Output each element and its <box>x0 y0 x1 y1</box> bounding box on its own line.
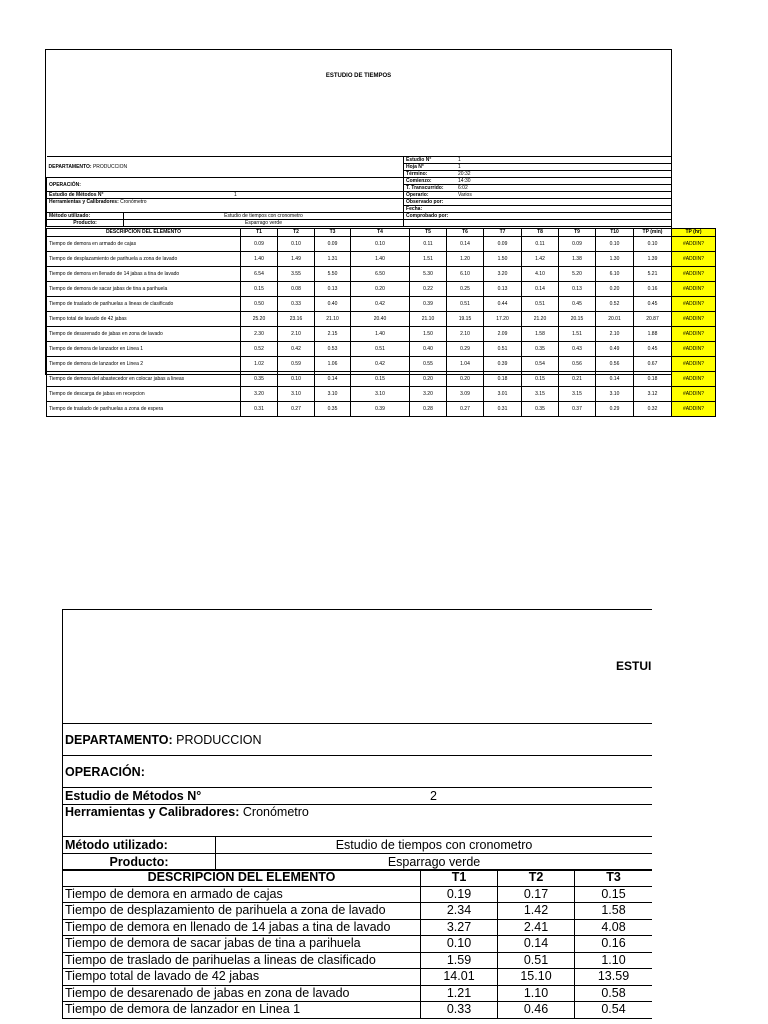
time-cell: 0.54 <box>522 357 559 372</box>
time-cell: 15.10 <box>498 969 575 986</box>
time-cell: 0.09 <box>559 237 596 252</box>
table-row <box>63 886 653 903</box>
time-cell: 20.15 <box>559 312 596 327</box>
time-cell: 0.22 <box>410 282 447 297</box>
sheet1-operacion-cell: OPERACIÓN: <box>47 178 404 192</box>
time-cell: 0.27 <box>278 402 315 417</box>
time-cell: 23.16 <box>278 312 315 327</box>
time-cell: 0.39 <box>484 357 522 372</box>
table-row <box>63 903 653 920</box>
time-cell: 0.55 <box>410 357 447 372</box>
tp-hr-cell: #ADDIN? <box>672 372 716 387</box>
time-cell: 1.31 <box>315 252 351 267</box>
sheet2-col-header: T2 <box>498 870 575 887</box>
tp-hr-cell: #ADDIN? <box>672 297 716 312</box>
tp-hr-cell: #ADDIN? <box>672 312 716 327</box>
table-row <box>63 1002 653 1019</box>
time-cell: 0.14 <box>498 936 575 953</box>
time-cell: 0.10 <box>421 936 498 953</box>
time-cell: 5.30 <box>410 267 447 282</box>
time-cell: 5.21 <box>634 267 672 282</box>
time-cell: 0.11 <box>522 237 559 252</box>
time-cell: 0.45 <box>559 297 596 312</box>
time-cell: 0.15 <box>351 372 410 387</box>
time-cell: 1.51 <box>559 327 596 342</box>
sheet2-producto-label: Producto: <box>63 854 216 871</box>
time-cell: 0.51 <box>498 952 575 969</box>
row-description: Tiempo de traslado de parihuelas a lineas de clasificado <box>63 952 421 969</box>
row-description: Tiempo total de lavado de 42 jabas <box>47 312 241 327</box>
time-cell: 21.10 <box>410 312 447 327</box>
time-cell: 2.34 <box>421 903 498 920</box>
time-cell: 0.20 <box>447 372 484 387</box>
time-cell: 19.15 <box>447 312 484 327</box>
time-cell: 0.43 <box>559 342 596 357</box>
time-cell: 0.20 <box>351 282 410 297</box>
tp-hr-cell: #ADDIN? <box>672 267 716 282</box>
time-cell: 1.49 <box>278 252 315 267</box>
tp-hr-cell: #ADDIN? <box>672 357 716 372</box>
time-cell: 6.54 <box>241 267 278 282</box>
time-cell: 0.13 <box>315 282 351 297</box>
time-cell: 1.88 <box>634 327 672 342</box>
time-cell: 0.10 <box>634 237 672 252</box>
tp-hr-cell: #ADDIN? <box>672 327 716 342</box>
sheet1-col-header: TP (min) <box>634 229 672 237</box>
row-description: Tiempo de traslado de parihuelas a zona de espera <box>47 402 241 417</box>
time-cell: 0.27 <box>447 402 484 417</box>
time-cell: 0.56 <box>559 357 596 372</box>
row-description: Tiempo de demora en llenado de 14 jabas a tina de lavado <box>63 919 421 936</box>
time-cell: 3.15 <box>559 387 596 402</box>
time-cell: 0.21 <box>559 372 596 387</box>
table-row <box>47 237 716 252</box>
row-description: Tiempo de demora de sacar jabas de tina a parihuela <box>63 936 421 953</box>
time-cell: 0.15 <box>522 372 559 387</box>
row-description: Tiempo de descarga de jabas en recepcion <box>47 387 241 402</box>
sheet2-producto-value: Esparrago verde <box>216 854 653 871</box>
time-cell: 20.87 <box>634 312 672 327</box>
time-cell: 0.19 <box>421 886 498 903</box>
row-description: Tiempo de demora en llenado de 14 jabas a tina de lavado <box>47 267 241 282</box>
time-cell: 0.39 <box>351 402 410 417</box>
table-row <box>47 357 716 372</box>
table-row <box>63 969 653 986</box>
sheet1-herramientas-cell: Herramientas y Calibradores: Cronómetro <box>47 199 404 213</box>
row-description: Tiempo de demora del abastecedor en colocar jabas a lineas <box>47 372 241 387</box>
row-description: Tiempo de traslado de parihuelas a lineas de clasificado <box>47 297 241 312</box>
time-cell: 0.53 <box>315 342 351 357</box>
time-cell: 0.45 <box>634 297 672 312</box>
row-description: Tiempo de demora en armado de cajas <box>63 886 421 903</box>
time-cell: 0.08 <box>278 282 315 297</box>
row-description: Tiempo de demora de lanzador en Linea 1 <box>63 1002 421 1019</box>
table-row <box>63 936 653 953</box>
time-cell: 1.20 <box>447 252 484 267</box>
time-cell: 3.20 <box>410 387 447 402</box>
time-cell: 3.09 <box>447 387 484 402</box>
time-cell: 0.13 <box>559 282 596 297</box>
time-cell: 0.09 <box>315 237 351 252</box>
time-cell: 0.11 <box>410 237 447 252</box>
time-cell: 6.10 <box>596 267 634 282</box>
time-cell: 0.14 <box>447 237 484 252</box>
table-row <box>47 267 716 282</box>
time-cell: 0.20 <box>410 372 447 387</box>
time-cell: 0.10 <box>278 372 315 387</box>
time-cell: 0.35 <box>522 402 559 417</box>
sheet1-departamento-cell: DEPARTAMENTO: PRODUCCION <box>47 157 404 178</box>
time-cell: 0.56 <box>596 357 634 372</box>
time-cell: 3.12 <box>634 387 672 402</box>
time-cell: 1.40 <box>351 252 410 267</box>
time-cell: 1.59 <box>421 952 498 969</box>
time-cell: 1.21 <box>421 985 498 1002</box>
time-study-sheet-2 <box>62 609 652 1024</box>
time-cell: 21.20 <box>522 312 559 327</box>
time-cell: 20.01 <box>596 312 634 327</box>
time-cell: 1.39 <box>634 252 672 267</box>
time-cell: 0.42 <box>351 297 410 312</box>
time-cell: 1.58 <box>575 903 653 920</box>
time-cell: 0.33 <box>278 297 315 312</box>
time-cell: 2.10 <box>278 327 315 342</box>
time-cell: 1.51 <box>410 252 447 267</box>
time-cell: 0.59 <box>278 357 315 372</box>
table-row <box>47 342 716 357</box>
table-row <box>47 372 716 387</box>
table-row <box>47 297 716 312</box>
sheet1-col-header: T9 <box>559 229 596 237</box>
sheet1-col-header: T4 <box>351 229 410 237</box>
time-cell: 0.29 <box>596 402 634 417</box>
table-row <box>47 282 716 297</box>
time-cell: 1.42 <box>522 252 559 267</box>
time-cell: 0.35 <box>241 372 278 387</box>
row-description: Tiempo de desarenado de jabas en zona de lavado <box>63 985 421 1002</box>
time-cell: 2.09 <box>484 327 522 342</box>
sheet2-times-table <box>62 869 652 1019</box>
row-description: Tiempo de demora de lanzador en Linea 1 <box>47 342 241 357</box>
table-row <box>47 312 716 327</box>
tp-hr-cell: #ADDIN? <box>672 387 716 402</box>
time-cell: 1.50 <box>410 327 447 342</box>
time-cell: 3.01 <box>484 387 522 402</box>
time-cell: 1.10 <box>575 952 653 969</box>
time-cell: 0.14 <box>596 372 634 387</box>
sheet1-producto-value: Esparrago verde <box>124 220 404 227</box>
time-cell: 0.37 <box>559 402 596 417</box>
time-cell: 5.50 <box>315 267 351 282</box>
time-cell: 1.10 <box>498 985 575 1002</box>
time-cell: 4.08 <box>575 919 653 936</box>
sheet1-metodo-value: Estudio de tiempos con cronometro <box>124 213 404 220</box>
sheet1-estudio-metodos-cell: Estudio de Métodos N° 1 <box>47 192 404 199</box>
sheet2-operacion-cell: OPERACIÓN: <box>63 756 653 788</box>
time-cell: 0.13 <box>484 282 522 297</box>
row-description: Tiempo de demora de sacar jabas de tina a parihuela <box>47 282 241 297</box>
time-cell: 14.01 <box>421 969 498 986</box>
row-description: Tiempo de desplazamiento de parihuela a zona de lavado <box>47 252 241 267</box>
time-cell: 0.51 <box>484 342 522 357</box>
time-cell: 0.39 <box>410 297 447 312</box>
sheet1-title: ESTUDIO DE TIEMPOS <box>325 73 392 79</box>
time-cell: 0.35 <box>315 402 351 417</box>
sheet2-col-header: T1 <box>421 870 498 887</box>
sheet1-right-row: Estudio N° 1 <box>404 157 672 164</box>
time-cell: 0.18 <box>634 372 672 387</box>
time-cell: 0.67 <box>634 357 672 372</box>
time-cell: 0.09 <box>241 237 278 252</box>
time-cell: 0.16 <box>575 936 653 953</box>
sheet1-col-header: T6 <box>447 229 484 237</box>
time-cell: 0.51 <box>447 297 484 312</box>
table-row <box>47 327 716 342</box>
sheet1-producto-label: Producto: <box>47 220 124 227</box>
time-cell: 0.10 <box>278 237 315 252</box>
time-cell: 20.40 <box>351 312 410 327</box>
time-cell: 1.42 <box>498 903 575 920</box>
time-cell: 1.06 <box>315 357 351 372</box>
sheet2-herramientas-cell: Herramientas y Calibradores: Cronómetro <box>63 805 653 837</box>
sheet1-col-header: DESCRIPCION DEL ELEMENTO <box>47 229 241 237</box>
time-cell: 0.52 <box>596 297 634 312</box>
table-row <box>63 952 653 969</box>
time-cell: 6.50 <box>351 267 410 282</box>
sheet2-col-header: T3 <box>575 870 653 887</box>
time-cell: 0.17 <box>498 886 575 903</box>
sheet1-col-header: T2 <box>278 229 315 237</box>
time-cell: 4.10 <box>522 267 559 282</box>
time-cell: 1.58 <box>522 327 559 342</box>
time-cell: 0.09 <box>484 237 522 252</box>
time-cell: 0.31 <box>241 402 278 417</box>
time-cell: 1.38 <box>559 252 596 267</box>
sheet2-departamento-cell: DEPARTAMENTO: PRODUCCION <box>63 724 653 756</box>
time-cell: 0.15 <box>575 886 653 903</box>
sheet1-header-table: DEPARTAMENTO: PRODUCCION Estudio N° 1 Hoja N° 1 Término: 20:32 OPERACIÓN: Comienzo: 14:30 T. Transcurrido: 6:02 Estudio de Métodos N° 1 Operario: Varios Herramientas y Calibradores: Cronómetro Observado por: Fecha: Método utilizado: Estudio de tiempos con cronometro Comprobado por: Producto: Esparrago verde <box>46 156 672 227</box>
table-row <box>47 402 716 417</box>
sheet1-col-header: T10 <box>596 229 634 237</box>
time-cell: 1.50 <box>484 252 522 267</box>
time-cell: 0.29 <box>447 342 484 357</box>
sheet1-col-header: TP (hr) <box>672 229 716 237</box>
time-cell: 2.30 <box>241 327 278 342</box>
row-description: Tiempo de demora en armado de cajas <box>47 237 241 252</box>
table-row <box>63 919 653 936</box>
tp-hr-cell: #ADDIN? <box>672 237 716 252</box>
time-cell: 0.28 <box>410 402 447 417</box>
row-description: Tiempo de desplazamiento de parihuela a zona de lavado <box>63 903 421 920</box>
tp-hr-cell: #ADDIN? <box>672 252 716 267</box>
time-cell: 0.32 <box>634 402 672 417</box>
time-cell: 0.49 <box>596 342 634 357</box>
time-cell: 0.42 <box>278 342 315 357</box>
sheet2-col-header: DESCRIPCION DEL ELEMENTO <box>63 870 421 887</box>
time-study-sheet-1 <box>45 49 705 412</box>
sheet1-col-header: T5 <box>410 229 447 237</box>
sheet2-header-table <box>62 723 652 871</box>
sheet2-metodo-value: Estudio de tiempos con cronometro <box>216 837 653 854</box>
time-cell: 25.20 <box>241 312 278 327</box>
tp-hr-cell: #ADDIN? <box>672 282 716 297</box>
time-cell: 0.52 <box>241 342 278 357</box>
time-cell: 0.58 <box>575 985 653 1002</box>
time-cell: 1.04 <box>447 357 484 372</box>
sheet1-col-header: T7 <box>484 229 522 237</box>
time-cell: 3.10 <box>315 387 351 402</box>
row-description: Tiempo de desarenado de jabas en zona de lavado <box>47 327 241 342</box>
time-cell: 0.25 <box>447 282 484 297</box>
time-cell: 0.40 <box>315 297 351 312</box>
time-cell: 1.40 <box>241 252 278 267</box>
time-cell: 0.44 <box>484 297 522 312</box>
time-cell: 2.10 <box>596 327 634 342</box>
time-cell: 3.20 <box>484 267 522 282</box>
table-row <box>47 252 716 267</box>
sheet2-title-frame <box>62 609 652 723</box>
time-cell: 3.20 <box>241 387 278 402</box>
row-description: Tiempo de demora de lanzador en Linea 2 <box>47 357 241 372</box>
sheet1-metodo-label: Método utilizado: <box>47 213 124 220</box>
time-cell: 0.40 <box>410 342 447 357</box>
sheet1-col-header: T1 <box>241 229 278 237</box>
sheet2-metodo-label: Método utilizado: <box>63 837 216 854</box>
sheet1-times-table <box>46 228 716 417</box>
tp-hr-cell: #ADDIN? <box>672 342 716 357</box>
time-cell: 0.35 <box>522 342 559 357</box>
time-cell: 0.51 <box>522 297 559 312</box>
time-cell: 17.20 <box>484 312 522 327</box>
time-cell: 6.10 <box>447 267 484 282</box>
table-row <box>63 985 653 1002</box>
time-cell: 21.10 <box>315 312 351 327</box>
tp-hr-cell: #ADDIN? <box>672 402 716 417</box>
time-cell: 0.14 <box>522 282 559 297</box>
time-cell: 0.46 <box>498 1002 575 1019</box>
time-cell: 0.15 <box>241 282 278 297</box>
time-cell: 1.02 <box>241 357 278 372</box>
sheet1-col-header: T8 <box>522 229 559 237</box>
time-cell: 3.10 <box>351 387 410 402</box>
time-cell: 0.51 <box>351 342 410 357</box>
time-cell: 3.55 <box>278 267 315 282</box>
time-cell: 0.54 <box>575 1002 653 1019</box>
time-cell: 0.50 <box>241 297 278 312</box>
sheet2-title: ESTUI <box>616 659 652 673</box>
time-cell: 0.31 <box>484 402 522 417</box>
time-cell: 3.27 <box>421 919 498 936</box>
sheet2-estudio-metodos-cell: Estudio de Métodos N° 2 <box>63 788 653 805</box>
time-cell: 0.10 <box>351 237 410 252</box>
time-cell: 0.42 <box>351 357 410 372</box>
time-cell: 0.18 <box>484 372 522 387</box>
time-cell: 5.20 <box>559 267 596 282</box>
time-cell: 2.10 <box>447 327 484 342</box>
time-cell: 0.10 <box>596 237 634 252</box>
time-cell: 13.59 <box>575 969 653 986</box>
time-cell: 3.10 <box>278 387 315 402</box>
time-cell: 0.45 <box>634 342 672 357</box>
time-cell: 1.30 <box>596 252 634 267</box>
time-cell: 0.16 <box>634 282 672 297</box>
time-cell: 2.41 <box>498 919 575 936</box>
time-cell: 0.20 <box>596 282 634 297</box>
table-row <box>47 387 716 402</box>
time-cell: 0.14 <box>315 372 351 387</box>
time-cell: 0.33 <box>421 1002 498 1019</box>
row-description: Tiempo total de lavado de 42 jabas <box>63 969 421 986</box>
time-cell: 1.40 <box>351 327 410 342</box>
sheet1-col-header: T3 <box>315 229 351 237</box>
time-cell: 2.15 <box>315 327 351 342</box>
time-cell: 3.15 <box>522 387 559 402</box>
time-cell: 3.10 <box>596 387 634 402</box>
